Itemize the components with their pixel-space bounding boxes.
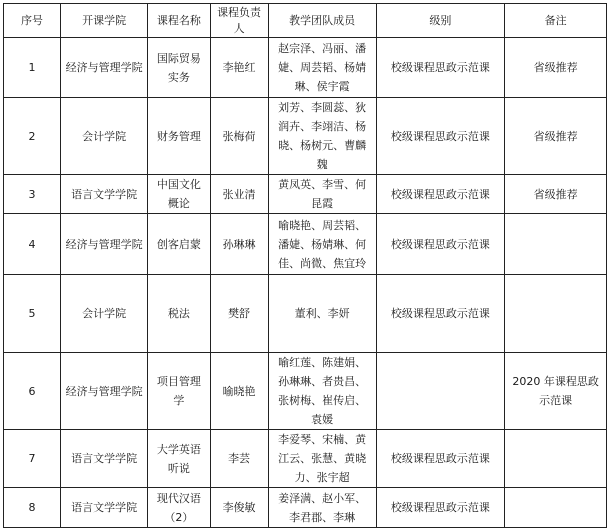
cell-lead: 张业清 [210, 175, 268, 214]
cell-num: 6 [4, 353, 61, 430]
cell-num: 1 [4, 38, 61, 98]
table-row [4, 175, 607, 214]
cell-lead: 李艳红 [210, 38, 268, 98]
header-lead: 课程负责人 [210, 4, 268, 38]
cell-note [505, 430, 607, 488]
cell-lead: 樊舒 [210, 275, 268, 353]
cell-note: 省级推荐 [505, 175, 607, 214]
cell-course: 财务管理 [148, 98, 210, 175]
cell-course: 国际贸易实务 [148, 38, 210, 98]
cell-level: 校级课程思政示范课 [376, 98, 505, 175]
cell-note: 省级推荐 [505, 38, 607, 98]
cell-level: 校级课程思政示范课 [376, 214, 505, 275]
cell-level: 校级课程思政示范课 [376, 430, 505, 488]
cell-level: 校级课程思政示范课 [376, 488, 505, 528]
table-row [4, 275, 607, 353]
cell-college: 语言文学学院 [61, 488, 148, 528]
table-row [4, 430, 607, 488]
table-row [4, 353, 607, 430]
header-row [4, 4, 607, 38]
cell-course: 项目管理学 [148, 353, 210, 430]
cell-num: 5 [4, 275, 61, 353]
header-course: 课程名称 [148, 4, 210, 38]
header-team: 教学团队成员 [268, 4, 376, 38]
cell-lead: 孙琳琳 [210, 214, 268, 275]
cell-level: 校级课程思政示范课 [376, 275, 505, 353]
cell-course: 创客启蒙 [148, 214, 210, 275]
cell-course: 中国文化概论 [148, 175, 210, 214]
cell-num: 4 [4, 214, 61, 275]
cell-num: 3 [4, 175, 61, 214]
header-num: 序号 [4, 4, 61, 38]
cell-level [376, 353, 505, 430]
cell-college: 语言文学学院 [61, 430, 148, 488]
cell-college: 经济与管理学院 [61, 353, 148, 430]
cell-course: 大学英语听说 [148, 430, 210, 488]
course-table [3, 3, 607, 528]
cell-college: 经济与管理学院 [61, 214, 148, 275]
cell-lead: 李芸 [210, 430, 268, 488]
cell-num: 7 [4, 430, 61, 488]
cell-team: 李爱琴、宋楠、黄江云、张慧、黄晓力、张宇超 [268, 430, 376, 488]
cell-lead: 喻晓艳 [210, 353, 268, 430]
table-row [4, 488, 607, 528]
table-row [4, 214, 607, 275]
cell-lead: 张梅荷 [210, 98, 268, 175]
cell-level: 校级课程思政示范课 [376, 38, 505, 98]
cell-team: 赵宗泽、冯丽、潘婕、周芸韬、杨婧琳、侯宇霞 [268, 38, 376, 98]
cell-college: 会计学院 [61, 98, 148, 175]
cell-college: 语言文学学院 [61, 175, 148, 214]
header-college: 开课学院 [61, 4, 148, 38]
cell-team: 喻红莲、陈建娟、孙琳琳、者贵昌、张树梅、崔传启、袁媛 [268, 353, 376, 430]
cell-note [505, 214, 607, 275]
cell-note [505, 488, 607, 528]
cell-college: 经济与管理学院 [61, 38, 148, 98]
cell-note: 省级推荐 [505, 98, 607, 175]
table-row [4, 38, 607, 98]
cell-note: 2020 年课程思政示范课 [505, 353, 607, 430]
cell-num: 8 [4, 488, 61, 528]
cell-team: 喻晓艳、周芸韬、潘婕、杨婧琳、何佳、尚微、焦宜玲 [268, 214, 376, 275]
cell-college: 会计学院 [61, 275, 148, 353]
cell-team: 黄凤英、李雪、何昆霞 [268, 175, 376, 214]
cell-num: 2 [4, 98, 61, 175]
cell-team: 刘芳、李圆蕊、狄润卉、李翊洁、杨晓、杨树元、曹麟魏 [268, 98, 376, 175]
cell-lead: 李俊敏 [210, 488, 268, 528]
cell-course: 现代汉语（2） [148, 488, 210, 528]
header-note: 备注 [505, 4, 607, 38]
cell-note [505, 275, 607, 353]
table-row [4, 98, 607, 175]
cell-level: 校级课程思政示范课 [376, 175, 505, 214]
header-level: 级别 [376, 4, 505, 38]
cell-course: 税法 [148, 275, 210, 353]
cell-team: 姜泽满、赵小军、李君郡、李琳 [268, 488, 376, 528]
cell-team: 董利、李妍 [268, 275, 376, 353]
